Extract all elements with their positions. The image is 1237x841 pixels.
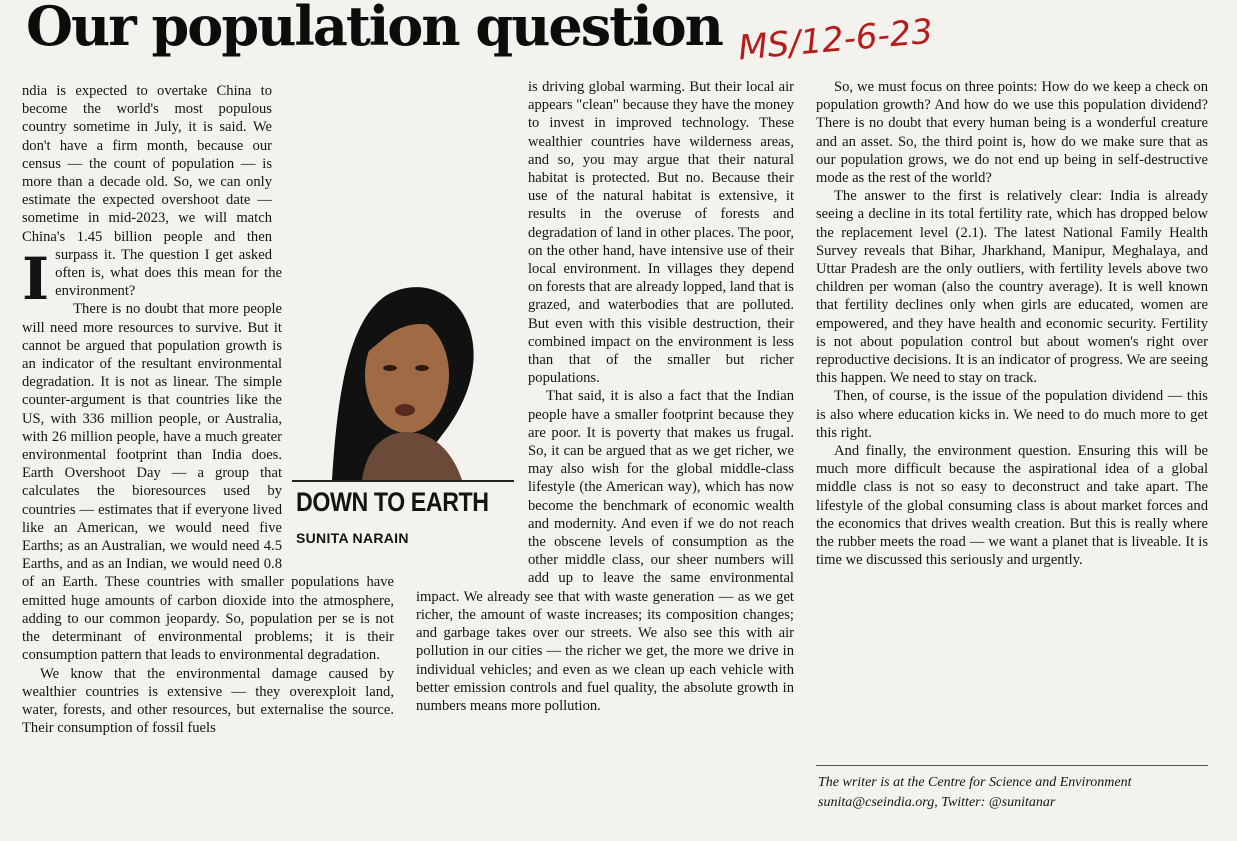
paragraph-3-continued: is driving global warming. But their local air appears "clean" because they have the money to invest in improved technology. These wealthier countries have wilderness areas, and so, you may argue that their natural habitat is protected. But no. Because their use of the natural habitat is extensive, it results in the overuse of forests and degradation of land in other places. The poor, on the other hand, have intensive use of their local environment. In villages they depend on forests that are already lopped, land that is grazed, and waterbodies that are polluted. But even with this visible destruction, their combined impact on the environment is less than that of the smaller but richer populations. bbox=[528, 79, 794, 387]
paragraph-7: Then, of course, is the issue of the population dividend — this is also where education kicks in. We need to do much more to get this right. bbox=[816, 388, 1208, 441]
dropcap: I bbox=[22, 245, 50, 313]
paragraph-6: The answer to the first is relatively clear: India is already seeing a decline in its total fertility rate, which has dropped below the replacement level (2.1). The latest National Family Health Survey reveals that Bihar, Jharkhand, Manipur, Meghalaya, and Uttar Pradesh are the only outliers, with fertility levels above two children per woman (also the country average). It is well known that fertility declines only when girls are educated, women are empowered, and they have health and economic security. Fertility is not about population control but about women's right over reproductive decisions. It is an indicator of progress. We are seeing this happen. We need to stay on track. bbox=[816, 188, 1208, 387]
paragraph-3a: We know that the environmental damage caused by wealthier countries is extensive — they overexploit land, water, forests, and other resources, but externalise the source. Their consumption of fossil fuels bbox=[22, 665, 394, 737]
portrait-wrap-space bbox=[416, 258, 528, 570]
article-column-2 bbox=[416, 78, 794, 715]
writer-contact: sunita@cseindia.org, Twitter: @sunitanar bbox=[818, 795, 1056, 810]
author-name: SUNITA NARAIN bbox=[296, 530, 409, 546]
handwritten-date-note: MS/12-6-23 bbox=[736, 11, 935, 69]
article-column-3 bbox=[816, 78, 1208, 569]
paragraph-4: That said, it is also a fact that the Indian people have a smaller footprint because they are poor. It is poverty that makes us frugal. So, it can be argued that as we get richer, we may also wish for the global middle-class lifestyle (the American way), which has now become the benchmark of economic wealth and modernity. And even if we do not reach the obscene levels of consumption as the other middle class, our sheer numbers will add up to leave the same environmental impact. We already see that with waste generation — as we get richer, the amount of waste increases; its composition changes; and garbage takes over our streets. We also see this with air pollution in our cities — the richer we get, the more we drive in individual vehicles; and even as we clean up each vehicle with better emission controls and fuel quality, the absolute growth in numbers means more pollution. bbox=[416, 388, 794, 714]
byline-rule bbox=[816, 765, 1208, 766]
writer-affiliation: The writer is at the Centre for Science and Environment bbox=[818, 775, 1132, 790]
writer-note bbox=[818, 773, 1210, 813]
paragraph-1: I ndia is expected to overtake China to become the world's most populous country sometime in July, it is said. We don't have a firm month, because our census — the count of population — is more than a decade old. So, we can only estimate the expected overshoot date — sometime in mid-2023, we will match China's 1.45 billion people and then surpass it. The question I get asked often is, what does this mean for the environment? bbox=[22, 83, 282, 313]
paragraph-5: So, we must focus on three points: How do we keep a check on population growth? And how do we use this population dividend? There is no doubt that every human being is a wonderful creature and an asset. So, the third point is, how do we make sure that as our population grows, we do not end up being in self-destructive mode as the rest of the world? bbox=[816, 79, 1208, 187]
paragraph-8: And finally, the environment question. Ensuring this will be much more difficult because the aspirational idea of a global middle class is not so easy to deconstruct and take apart. The lifestyle of the global consuming class is about market forces and the economics that drives wealth creation. But this is really where the rubber meets the road — we want a planet that is liveable. It is time we discussed this seriously and urgently. bbox=[816, 443, 1208, 569]
headline: Our population question bbox=[26, 0, 722, 58]
column-title: DOWN TO EARTH bbox=[296, 487, 489, 517]
paragraph-2: There is no doubt that more people will need more resources to survive. But it cannot be argued that population growth is an indicator of the resultant environmental degradation. It is not as linear. The simple counter-argument is that countries like the US, with 336 million people, or Australia, with 26 million people, have a much greater environmental footprint than India does. Earth Overshoot Day — a group that calculates the bioresources used by countries — estimates that if everyone lived like an American, we would need five Earths; as an Australian, we would need 4.5 Earths, and as an Indian, we would need 0.8 of an Earth. These countries with smaller populations have emitted huge amounts of carbon dioxide into the atmosphere, adding to our common jeopardy. So, population per se is not the determinant of environmental problems; it is their consumption pattern that leads to environmental degradation. bbox=[22, 301, 394, 664]
